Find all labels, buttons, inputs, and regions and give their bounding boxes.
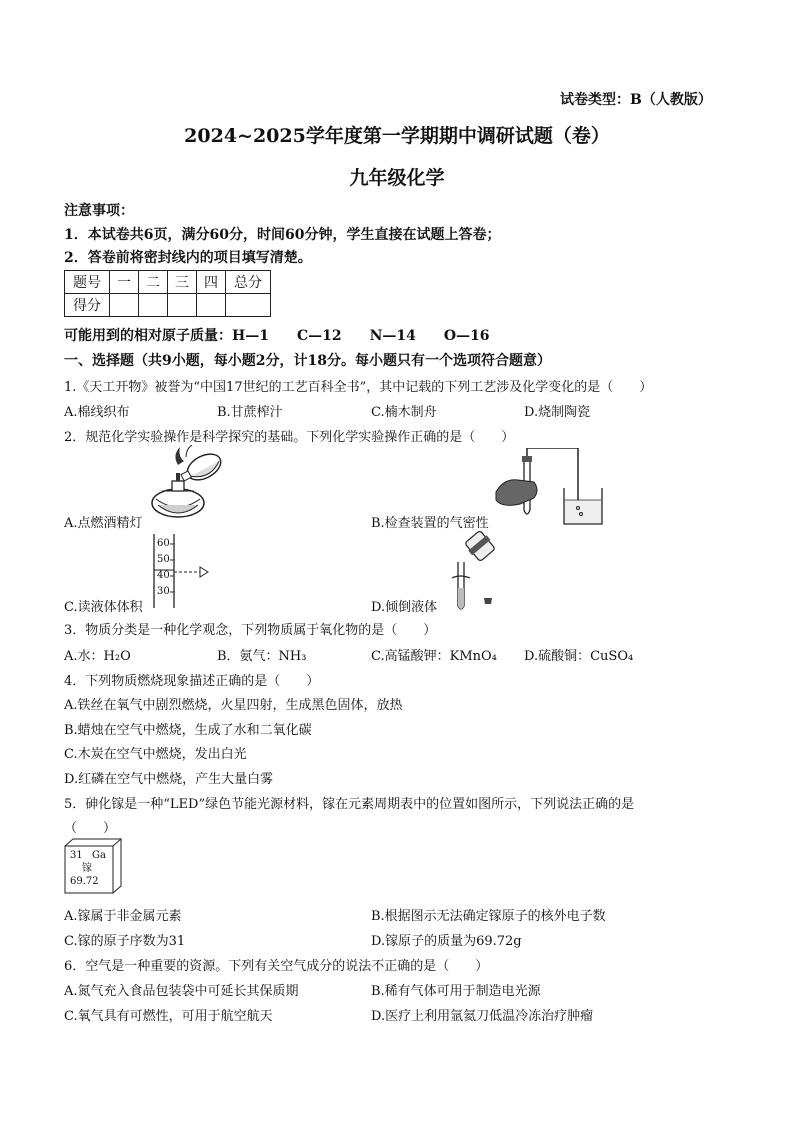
score-table-header: 三 xyxy=(168,271,197,294)
score-table-header: 一 xyxy=(110,271,139,294)
score-cell[interactable] xyxy=(197,294,226,317)
q3-option-b: B．氨气：NH₃ xyxy=(217,649,307,664)
score-table-header: 题号 xyxy=(65,271,110,294)
q2-option-d: D.倾倒液体 xyxy=(371,600,438,615)
q3-option-a: A.水：H₂O xyxy=(64,649,131,664)
element-symbol: Ga xyxy=(92,850,106,861)
q1-option-d: D.烧制陶瓷 xyxy=(524,405,591,420)
q5-stem-cont: （ ） xyxy=(64,821,117,836)
score-cell[interactable] xyxy=(226,294,271,317)
airtight-check-figure xyxy=(490,448,610,528)
element-number: 31 xyxy=(70,850,83,861)
score-row-label: 得分 xyxy=(65,294,110,317)
cylinder-tick-label: 60 xyxy=(157,538,170,549)
notes-item-1: 1．本试卷共6页，满分60分，时间60分钟，学生直接在试题上答卷； xyxy=(64,227,501,243)
page-title: 2024~2025学年度第一学期期中调研试题（卷） xyxy=(184,125,610,147)
q3-option-c: C.高锰酸钾：KMnO₄ xyxy=(371,649,497,664)
q4-option-d: D.红磷在空气中燃烧，产生大量白雾 xyxy=(64,772,274,787)
alcohol-lamp-figure xyxy=(142,445,232,525)
score-cell[interactable] xyxy=(139,294,168,317)
q1-option-a: A.棉线织布 xyxy=(64,405,130,420)
q5-option-d: D.镓原子的质量为69.72g xyxy=(371,934,522,949)
q1-option-b: B.甘蔗榨汁 xyxy=(217,405,283,420)
element-cell-gallium xyxy=(64,838,122,894)
cylinder-tick-label: 50 xyxy=(157,554,170,565)
element-name: 镓 xyxy=(82,863,92,874)
score-cell[interactable] xyxy=(168,294,197,317)
paper-type: 试卷类型：B（人教版） xyxy=(560,92,712,108)
q2-stem: 2．规范化学实验操作是科学探究的基础。下列化学实验操作正确的是（ ） xyxy=(64,430,515,445)
q5-stem: 5．砷化镓是一种“LED”绿色节能光源材料，镓在元素周期表中的位置如图所示，下列说法正确的是 xyxy=(64,797,635,812)
q4-option-b: B.蜡烛在空气中燃烧，生成了水和二氧化碳 xyxy=(64,723,312,738)
q3-option-d: D.硫酸铜：CuSO₄ xyxy=(524,649,634,664)
q4-option-a: A.铁丝在氧气中剧烈燃烧，火星四射，生成黑色固体，放热 xyxy=(64,698,403,713)
q6-option-c: C.氧气具有可燃性，可用于航空航天 xyxy=(64,1009,273,1024)
q2-option-a: A.点燃酒精灯 xyxy=(64,516,143,531)
q4-stem: 4．下列物质燃烧现象描述正确的是（ ） xyxy=(64,674,320,689)
page-subtitle: 九年级化学 xyxy=(349,167,445,189)
q5-option-a: A.镓属于非金属元素 xyxy=(64,909,182,924)
q6-option-b: B.稀有气体可用于制造电光源 xyxy=(371,984,541,999)
q5-option-c: C.镓的原子序数为31 xyxy=(64,934,186,949)
q6-option-a: A.氮气充入食品包装袋中可延长其保质期 xyxy=(64,984,299,999)
score-cell[interactable] xyxy=(110,294,139,317)
section1-heading: 一、选择题（共9小题，每小题2分，计18分。每小题只有一个选项符合题意） xyxy=(64,353,551,369)
q2-option-c: C.读液体体积 xyxy=(64,600,143,615)
atomic-mass: 可能用到的相对原子质量：H—1 C—12 N—14 O—16 xyxy=(64,328,490,344)
q3-stem: 3．物质分类是一种化学观念，下列物质属于氧化物的是（ ） xyxy=(64,623,437,638)
q6-option-d: D.医疗上利用氩氦刀低温冷冻治疗肿瘤 xyxy=(371,1009,594,1024)
pouring-liquid-figure xyxy=(446,528,506,610)
cylinder-tick-label: 40 xyxy=(157,570,170,581)
q4-option-c: C.木炭在空气中燃烧，发出白光 xyxy=(64,747,247,762)
element-mass: 69.72 xyxy=(70,876,99,887)
score-table xyxy=(64,270,271,317)
q2-option-b: B.检查装置的气密性 xyxy=(371,516,489,531)
q1-option-c: C.楠木制舟 xyxy=(371,405,437,420)
notes-item-2: 2．答卷前将密封线内的项目填写清楚。 xyxy=(64,250,312,266)
q6-stem: 6．空气是一种重要的资源。下列有关空气成分的说法不正确的是（ ） xyxy=(64,959,489,974)
score-table-header: 四 xyxy=(197,271,226,294)
cylinder-tick-label: 30 xyxy=(157,586,170,597)
score-table-header: 二 xyxy=(139,271,168,294)
q5-option-b: B.根据图示无法确定镓原子的核外电子数 xyxy=(371,909,606,924)
q1-stem: 1.《天工开物》被誉为“中国17世纪的工艺百科全书”，其中记载的下列工艺涉及化学变化的是（ ） xyxy=(64,380,653,395)
cylinder-figure xyxy=(140,532,220,610)
score-table-header: 总分 xyxy=(226,271,271,294)
notes-heading: 注意事项： xyxy=(64,203,134,219)
